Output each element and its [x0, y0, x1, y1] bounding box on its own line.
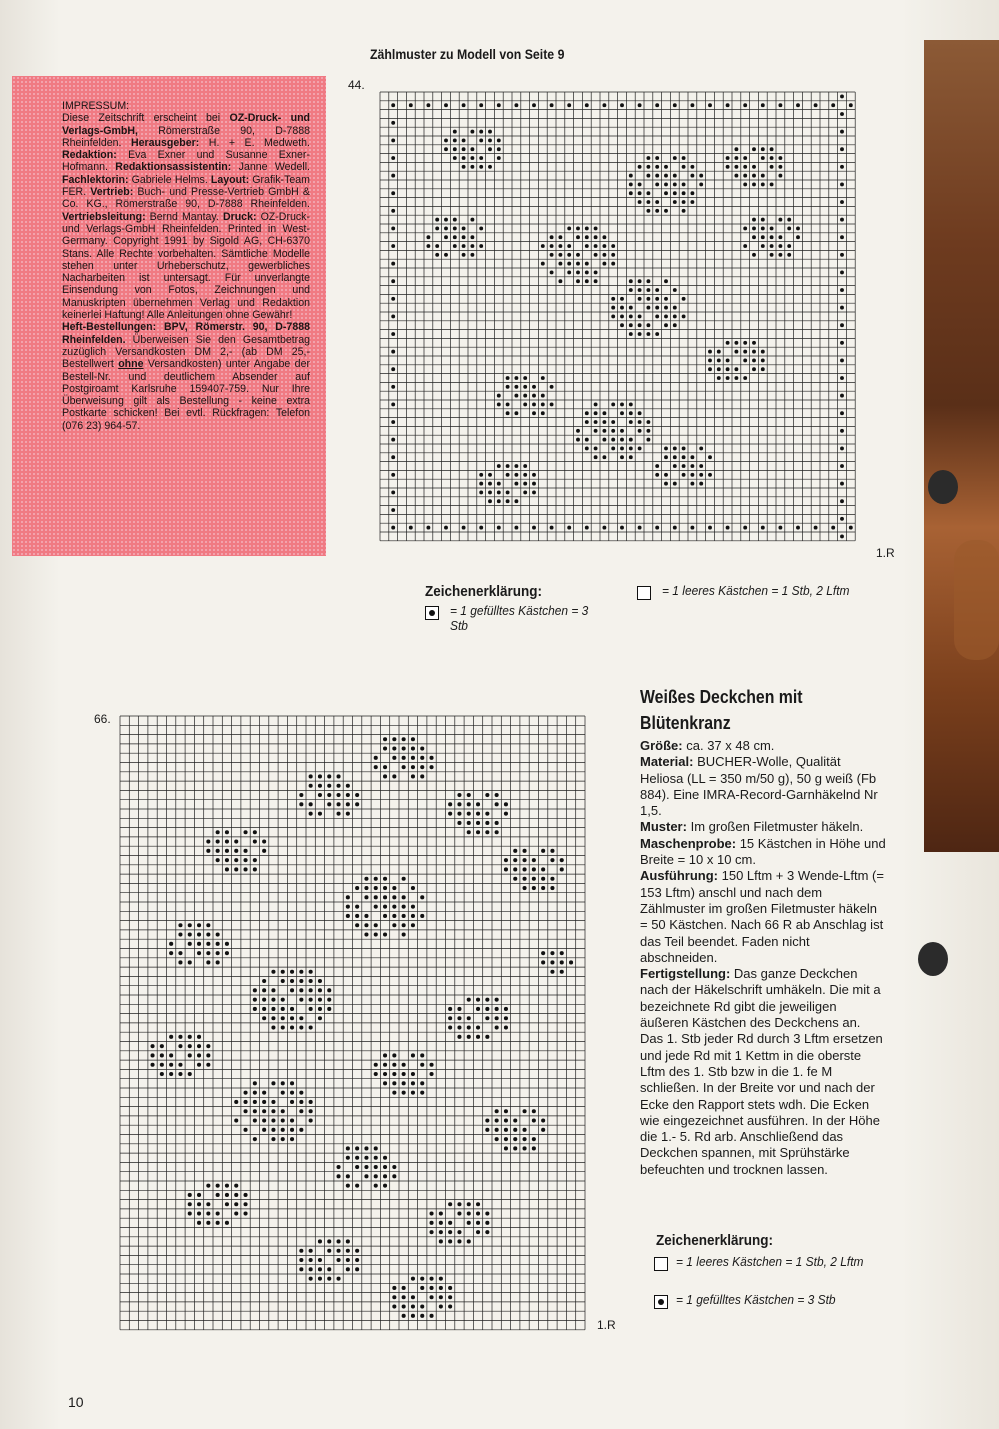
page-number: 10 — [68, 1394, 84, 1410]
impressum-vt-label: Vertrieb: — [90, 186, 134, 199]
filled-box-icon — [425, 606, 439, 620]
legend1-filled-text: = 1 gefülltes Kästchen = 3 Stb — [450, 603, 589, 633]
impressum-heading: IMPRESSUM: — [62, 100, 130, 112]
impressum-rights: Alle Rechte vorbehalten. Sämtliche Modelle stehen unter Urheberschutz, gewerbliches Nacharbeiten ist untersagt. Für unverlangte Einsendung von Fotos, Zeichnungen und Manuskripten übernehmen Verlag und Redaktion keinerlei Haftung! Alle Anleitungen ohne Gewähr! — [62, 247, 310, 322]
ausf-label: Ausführung: — [640, 868, 718, 884]
impressum-fl-label: Fachlektorin: — [62, 173, 129, 186]
probe-label: Maschenprobe: — [640, 835, 737, 851]
legend2-heading: Zeichenerklärung: — [656, 1232, 774, 1249]
legend1-empty-text: = 1 leeres Kästchen = 1 Stb, 2 Lftm — [662, 583, 850, 598]
impressum-vt: Buch- und Presse-Vertrieb GmbH & Co. KG., Römerstraße 90, D-7888 Rheinfelden. — [62, 186, 310, 211]
impressum-dr-label: Druck: — [222, 210, 257, 223]
impressum-ohne: ohne — [118, 358, 144, 371]
impressum-hg-label: Herausgeber: — [131, 136, 200, 149]
impressum-ra: Janne Wedell. — [238, 161, 310, 174]
article-body — [640, 738, 886, 1178]
groesse-value: ca. 37 x 48 cm. — [686, 738, 775, 753]
chart1-bottom-row-label: 1.R — [876, 546, 895, 560]
empty-box-icon — [637, 586, 651, 600]
legend2-filled-text: = 1 gefülltes Kästchen = 3 Stb — [676, 1292, 836, 1307]
impressum-lay-label: Layout: — [210, 173, 250, 186]
impressum-vl-label: Vertriebsleitung: — [62, 210, 146, 223]
ausf-value: 150 Lftm + 3 Wende-Lftm (= 153 Lftm) anschl und nach dem Zählmuster im großen Filetmuster häkeln = 50 Kästchen. Nach 66 R ab Anschlag ist das Teil beendet. Faden nicht abschneiden. — [640, 868, 884, 965]
filled-box-icon — [654, 1295, 668, 1309]
impressum-red: Eva Exner und Susanne Exner-Hofmann. — [62, 149, 310, 174]
muster-value: Im großen Filetmuster häkeln. — [690, 819, 864, 835]
impressum-publisher: OZ-Druck- und Verlags-GmbH, — [62, 112, 311, 137]
chart2-bottom-row-label: 1.R — [597, 1318, 616, 1332]
chart-title: Zählmuster zu Modell von Seite 9 — [370, 46, 565, 62]
legend1-heading: Zeichenerklärung: — [425, 583, 543, 600]
material-label: Material: — [640, 754, 694, 770]
impressum-red-label: Redaktion: — [62, 149, 117, 162]
groesse-label: Größe: — [640, 738, 683, 753]
impressum-text — [62, 100, 310, 432]
photo-strip — [924, 40, 999, 852]
impressum-order2: Versandkosten) unter Angabe der Bestell-Nr. und deutlichem Absender auf Postgiroamt Karlsruhe 159407-759. Nur Ihre Überweisung gilt als Bestellung - keine extra Postkarte schicken! Bei evtl. Rückfragen: Telefon (076 23) 964-57. — [62, 358, 310, 432]
impressum-p1: Diese Zeitschrift erscheint bei — [62, 112, 221, 125]
fert-value: Das ganze Deckchen nach der Häkelschrift umhäkeln. Die mit a bezeichnete Rd gibt die jeweiligen äußeren Kästchen des Deckchens an. Das 1. Stb jeder Rd durch 3 Lftm ersetzen und jede Rd mit 1 Kettm in die oberste Lftm des 1. Stb bzw in die 1. fe M schließen. In der Breite vor und nach der Ecke den Rapport stets wdh. Die Ecken wie eingezeichnet ausführen. In der Höhe die 1.- 5. Rd arb. Anschließend das Deckchen spannen, mit Sprühstärke befeuchten und trocknen lassen. — [640, 966, 883, 1177]
fert-label: Fertigstellung: — [640, 966, 731, 982]
impressum-ra-label: Redaktionsassistentin: — [115, 161, 232, 174]
impressum-lay: Grafik-Team FER. — [62, 173, 310, 199]
impressum-order: Überweisen Sie den Gesamtbetrag zuzüglich Versandkosten DM 2,- (ab DM 25,- Bestellwert — [62, 333, 310, 371]
binder-hole-bottom — [918, 942, 948, 976]
impressum-dr: OZ-Druck- und Verlags-GmbH Rheinfelden. Printed in West-Germany. Copyright 1991 by Sigold AG, CH-6370 Stans. — [62, 210, 310, 260]
impressum-order-label: Heft-Bestellungen: BPV, Römerstr. 90, D-7888 Rheinfelden. — [62, 321, 310, 346]
filet-chart-2 — [96, 692, 616, 1352]
legend2-empty-text: = 1 leeres Kästchen = 1 Stb, 2 Lftm — [676, 1254, 864, 1269]
muster-label: Muster: — [640, 819, 687, 835]
probe-value: 15 Kästchen in Höhe und Breite = 10 x 10 cm. — [640, 835, 886, 868]
impressum-p2: Römerstraße 90, D-7888 Rheinfelden. — [62, 124, 311, 149]
article-title: Weißes Deckchen mit Blütenkranz — [640, 687, 803, 733]
empty-box-icon — [654, 1257, 668, 1271]
chart1-top-row-label: 44. — [348, 78, 365, 92]
impressum-hg: H. + E. Medweth. — [208, 136, 310, 149]
impressum-fl: Gabriele Helms. — [131, 173, 208, 186]
chart2-top-row-label: 66. — [94, 712, 111, 726]
filet-chart-1 — [370, 80, 870, 560]
binder-hole-top — [928, 470, 958, 504]
impressum-box — [12, 76, 326, 556]
material-value: BUCHER-Wolle, Qualität Heliosa (LL = 350 m/50 g), 50 g weiß (Fb 884). Eine IMRA-Record-Garnhäkelnd Nr 1,5. — [640, 754, 878, 819]
impressum-vl: Bernd Mantay. — [149, 210, 219, 223]
